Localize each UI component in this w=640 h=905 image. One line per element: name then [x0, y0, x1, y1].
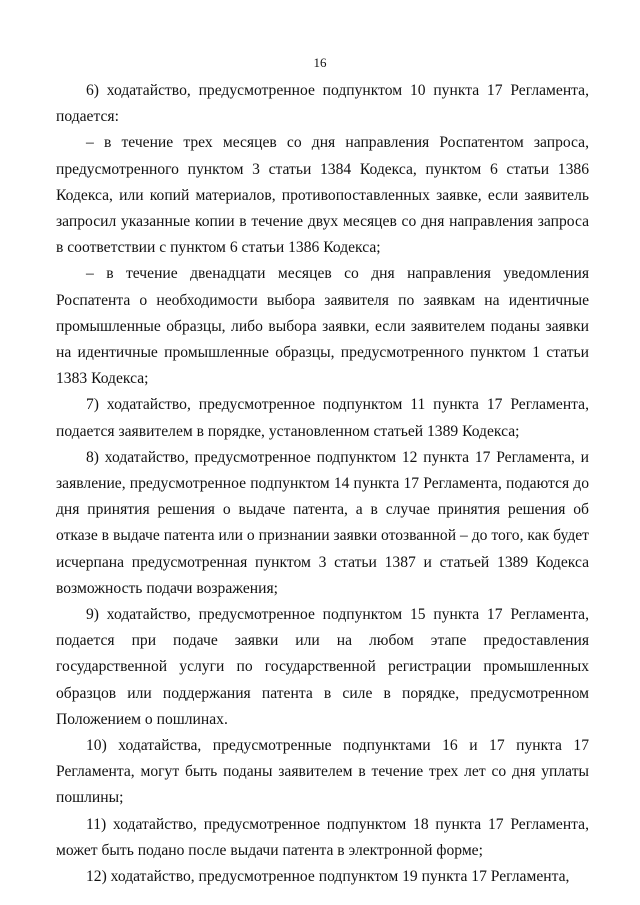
- paragraph-item-7: 7) ходатайство, предусмотренное подпунктом 11 пункта 17 Регламента, подается заявителем в порядке, установленном статьей 1389 Кодекса;: [56, 396, 589, 440]
- paragraph-dash-2: – в течение двенадцати месяцев со дня направления уведомления Роспатента о необходимости выбора заявителя по заявкам на идентичные промышленные образцы, либо выбора заявки, если заявителем поданы заявки на идентичные промышленные образцы, предусмотренного пунктом 1 статьи 1383 Кодекса;: [56, 265, 589, 388]
- document-body: [56, 78, 589, 890]
- paragraph-item-11: 11) ходатайство, предусмотренное подпунктом 18 пункта 17 Регламента, может быть подано после выдачи патента в электронной форме;: [56, 815, 589, 859]
- paragraph-item-9: 9) ходатайство, предусмотренное подпунктом 15 пункта 17 Регламента, подается при подаче заявки или на любом этапе предоставления государственной услуги по государственной регистрации промышленных образцов или поддержания патента в силе в порядке, предусмотренном Положением о пошлинах.: [56, 606, 589, 728]
- paragraph-item-10: 10) ходатайства, предусмотренные подпунктами 16 и 17 пункта 17 Регламента, могут быть поданы заявителем в течение трех лет со дня уплаты пошлины;: [56, 737, 589, 807]
- page-number: 16: [313, 55, 327, 70]
- paragraph-item-12: 12) ходатайство, предусмотренное подпунктом 19 пункта 17 Регламента,: [86, 868, 570, 886]
- paragraph-item-6: 6) ходатайство, предусмотренное подпунктом 10 пункта 17 Регламента, подается:: [56, 82, 589, 126]
- paragraph-item-8: 8) ходатайство, предусмотренное подпунктом 12 пункта 17 Регламента, и заявление, предусмотренное подпунктом 14 пункта 17 Регламента, подаются до дня принятия решения о выдаче патента, а в случае принятия решения об отказе в выдаче патента или о признании заявки отозванной – до того, как будет исчерпана предусмотренная пунктом 3 статьи 1387 и статьей 1389 Кодекса возможность подачи возражения;: [56, 448, 589, 597]
- paragraph-dash-1: – в течение трех месяцев со дня направления Роспатентом запроса, предусмотренного пунктом 3 статьи 1384 Кодекса, пунктом 6 статьи 1386 Кодекса, или копий материалов, противопоставленных заявке, если заявитель запросил указанные копии в течение двух месяцев со дня направления запроса в соответствии с пунктом 6 статьи 1386 Кодекса;: [56, 134, 589, 257]
